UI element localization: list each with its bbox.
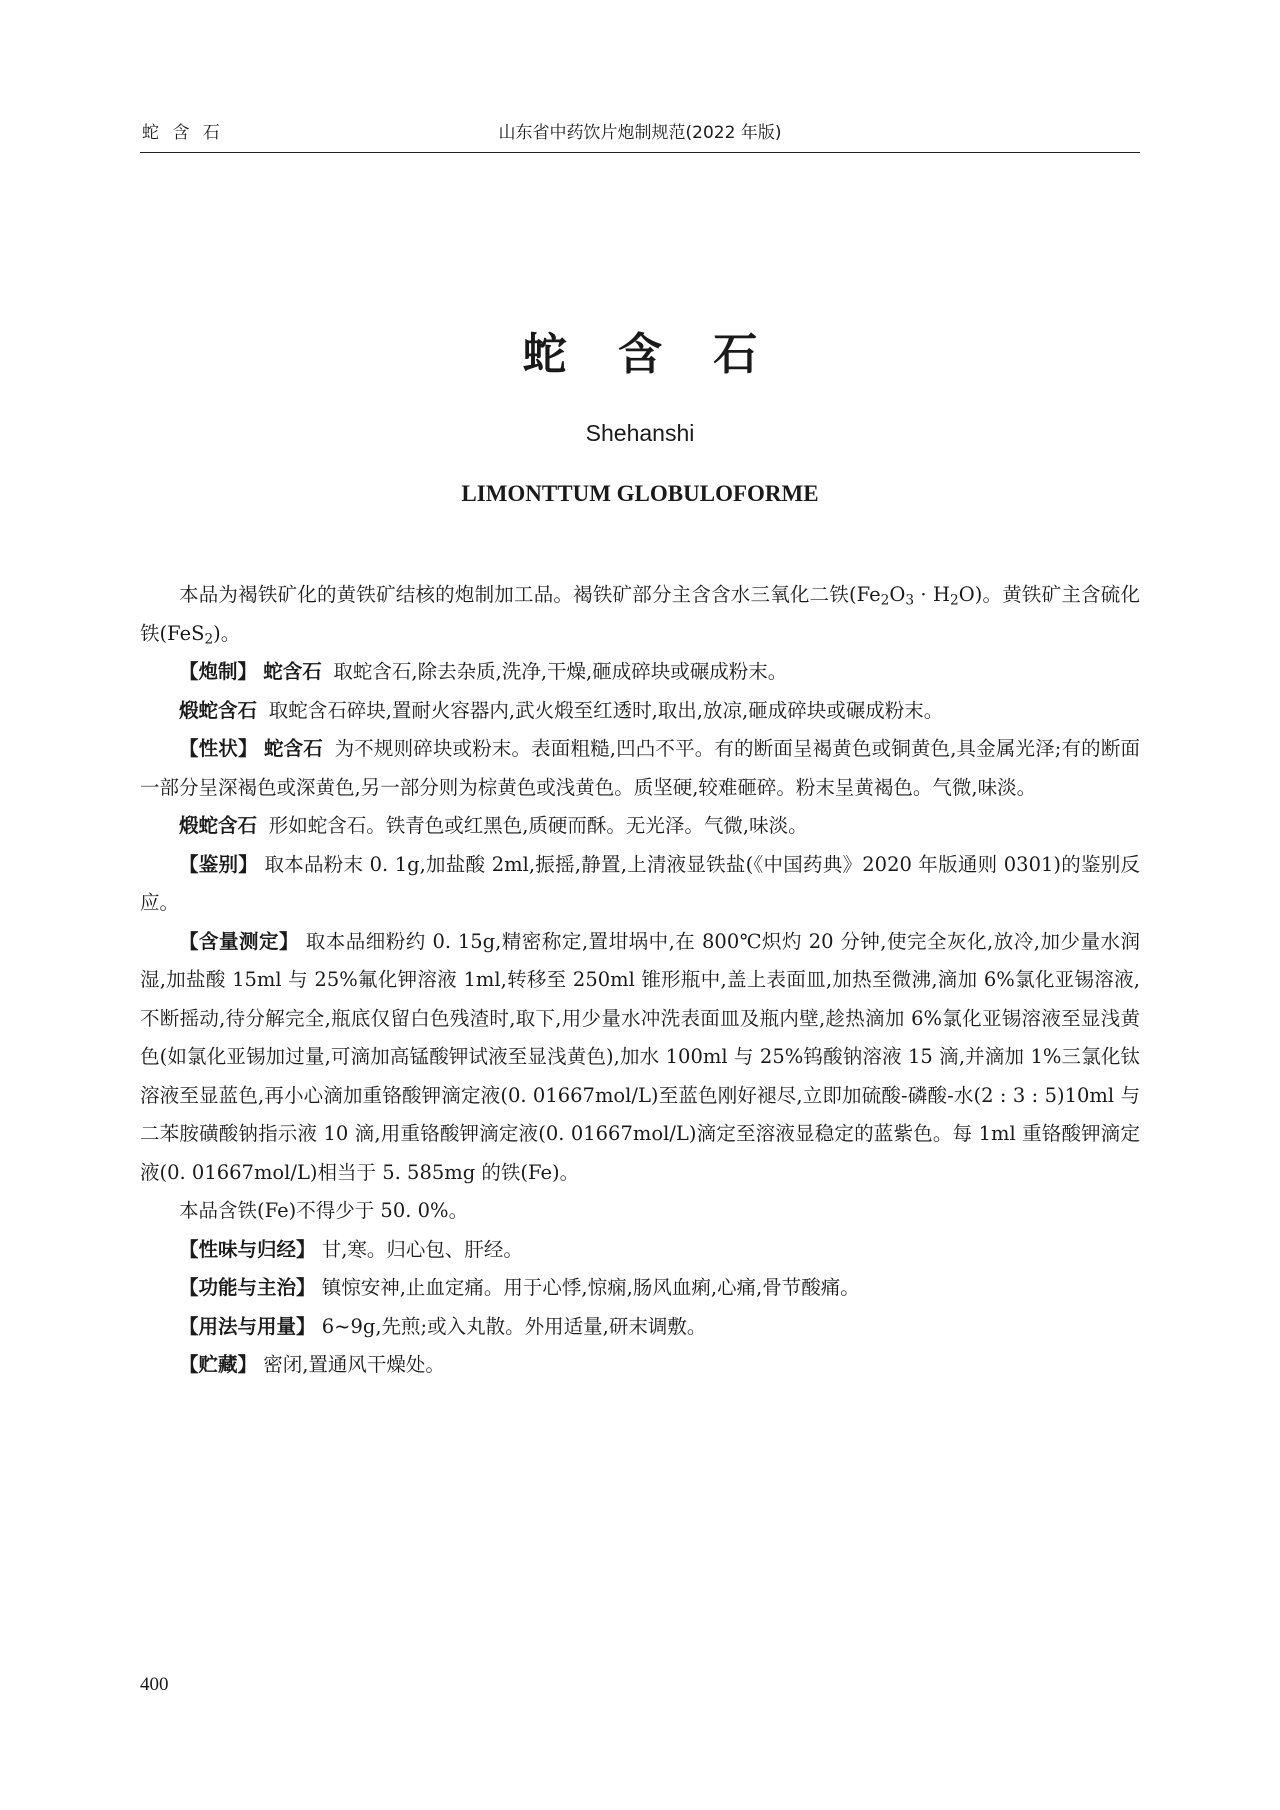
- processing-item-text: 取蛇含石碎块,置耐火容器内,武火煅至红透时,取出,放凉,砸成碎块或碾成粉末。: [268, 698, 944, 722]
- section-heading-processing: 【炮制】: [179, 660, 258, 683]
- section-heading-storage: 【贮藏】: [179, 1353, 258, 1376]
- intro-text: O)。黄铁矿主含硫化铁(FeS: [140, 583, 1140, 645]
- intro-text: )。: [213, 621, 241, 645]
- function-paragraph: [140, 1269, 1140, 1308]
- section-heading-identification: 【鉴别】: [179, 852, 258, 876]
- assay-limit-text: 本品含铁(Fe)不得少于 50. 0%。: [179, 1199, 469, 1222]
- properties-calcined-paragraph: [140, 807, 1140, 846]
- monograph-body: [140, 576, 1140, 1385]
- properties-item-name: 蛇含石: [263, 737, 323, 760]
- identification-paragraph: [140, 846, 1140, 923]
- section-heading-assay: 【含量测定】: [179, 929, 300, 953]
- page-number: 400: [140, 1674, 169, 1695]
- section-heading-properties: 【性状】: [179, 737, 258, 760]
- processing-item-name: 蛇含石: [263, 660, 322, 683]
- section-heading-nature: 【性味与归经】: [179, 1237, 316, 1261]
- properties-item-text: 为不规则碎块或粉末。表面粗糙,凹凸不平。有的断面呈褐黄色或铜黄色,具金属光泽;有的断面一部分呈深褐色或深黄色,另一部分则为棕黄色或浅黄色。质坚硬,较难砸碎。粉末呈黄褐色。气微,味淡。: [140, 737, 1140, 799]
- assay-limit-paragraph: [140, 1192, 1140, 1231]
- identification-text: 取本品粉末 0. 1g,加盐酸 2ml,振摇,静置,上清液显铁盐(《中国药典》2020 年版通则 0301)的鉴别反应。: [140, 852, 1140, 914]
- latin-title: LIMONTTUM GLOBULOFORME: [461, 481, 819, 506]
- subscript: 3: [905, 592, 915, 609]
- dosage-paragraph: [140, 1308, 1140, 1347]
- pinyin-title: Shehanshi: [585, 420, 695, 446]
- dosage-text: 6~9g,先煎;或入丸散。外用适量,研末调敷。: [321, 1314, 707, 1338]
- subscript: 2: [204, 630, 214, 647]
- properties-paragraph: [140, 730, 1140, 807]
- processing-item-name: 煅蛇含石: [179, 698, 258, 722]
- assay-text: 取本品细粉约 0. 15g,精密称定,置坩埚中,在 800℃炽灼 20 分钟,使完全灰化,放冷,加少量水润湿,加盐酸 15ml 与 25%氟化钾溶液 1ml,转移至 250ml 锥形瓶中,盖上表面皿,加热至微沸,滴加 6%氯化亚锡溶液,不断摇动,待分解完全,瓶底仅留白色残渣时,取下,用少量水冲洗表面皿及瓶内壁,趁热滴加 6%氯化亚锡溶液至显浅黄色(如氯化亚锡加过量,可滴加高锰酸钾试液至显浅黄色),加水 100ml 与 25%钨酸钠溶液 15 滴,并滴加 1%三氯化钛溶液至显蓝色,再小心滴加重铬酸钾滴定液(0. 01667mol/L)至蓝色刚好褪尽,立即加硫酸-磷酸-水(2 : 3 : 5)10ml 与二苯胺磺酸钠指示液 10 滴,用重铬酸钾滴定液(0. 01667mol/L)滴定至溶液显稳定的蓝紫色。每 1ml 重铬酸钾滴定液(0. 01667mol/L)相当于 5. 585mg 的铁(Fe)。: [140, 929, 1140, 1184]
- nature-text: 甘,寒。归心包、肝经。: [321, 1237, 523, 1261]
- intro-text: O: [889, 583, 906, 606]
- nature-paragraph: [140, 1231, 1140, 1270]
- properties-item-text: 形如蛇含石。铁青色或红黑色,质硬而酥。无光泽。气微,味淡。: [268, 814, 808, 837]
- running-header: [140, 108, 1140, 153]
- title-block: [140, 318, 1140, 507]
- chinese-title: 蛇 含 石: [522, 329, 776, 380]
- properties-item-name: 煅蛇含石: [179, 814, 258, 837]
- storage-paragraph: [140, 1346, 1140, 1385]
- header-left-title: 蛇 含 石: [142, 123, 224, 143]
- subscript: 2: [880, 592, 890, 609]
- assay-paragraph: [140, 923, 1140, 1193]
- processing-paragraph: [140, 653, 1140, 692]
- section-heading-function: 【功能与主治】: [179, 1276, 316, 1299]
- subscript: 2: [950, 592, 959, 609]
- intro-text: · H: [914, 583, 951, 606]
- intro-paragraph: [140, 576, 1140, 653]
- header-book-title: 山东省中药饮片炮制规范(2022 年版): [498, 123, 782, 143]
- function-text: 镇惊安神,止血定痛。用于心悸,惊痫,肠风血痢,心痛,骨节酸痛。: [321, 1276, 860, 1299]
- processing-calcined-paragraph: [140, 692, 1140, 731]
- processing-item-text: 取蛇含石,除去杂质,洗净,干燥,砸成碎块或碾成粉末。: [333, 660, 788, 683]
- section-heading-dosage: 【用法与用量】: [179, 1314, 316, 1338]
- intro-text: 本品为褐铁矿化的黄铁矿结核的炮制加工品。褐铁矿部分主含含水三氧化二铁(Fe: [179, 583, 881, 606]
- storage-text: 密闭,置通风干燥处。: [263, 1353, 445, 1376]
